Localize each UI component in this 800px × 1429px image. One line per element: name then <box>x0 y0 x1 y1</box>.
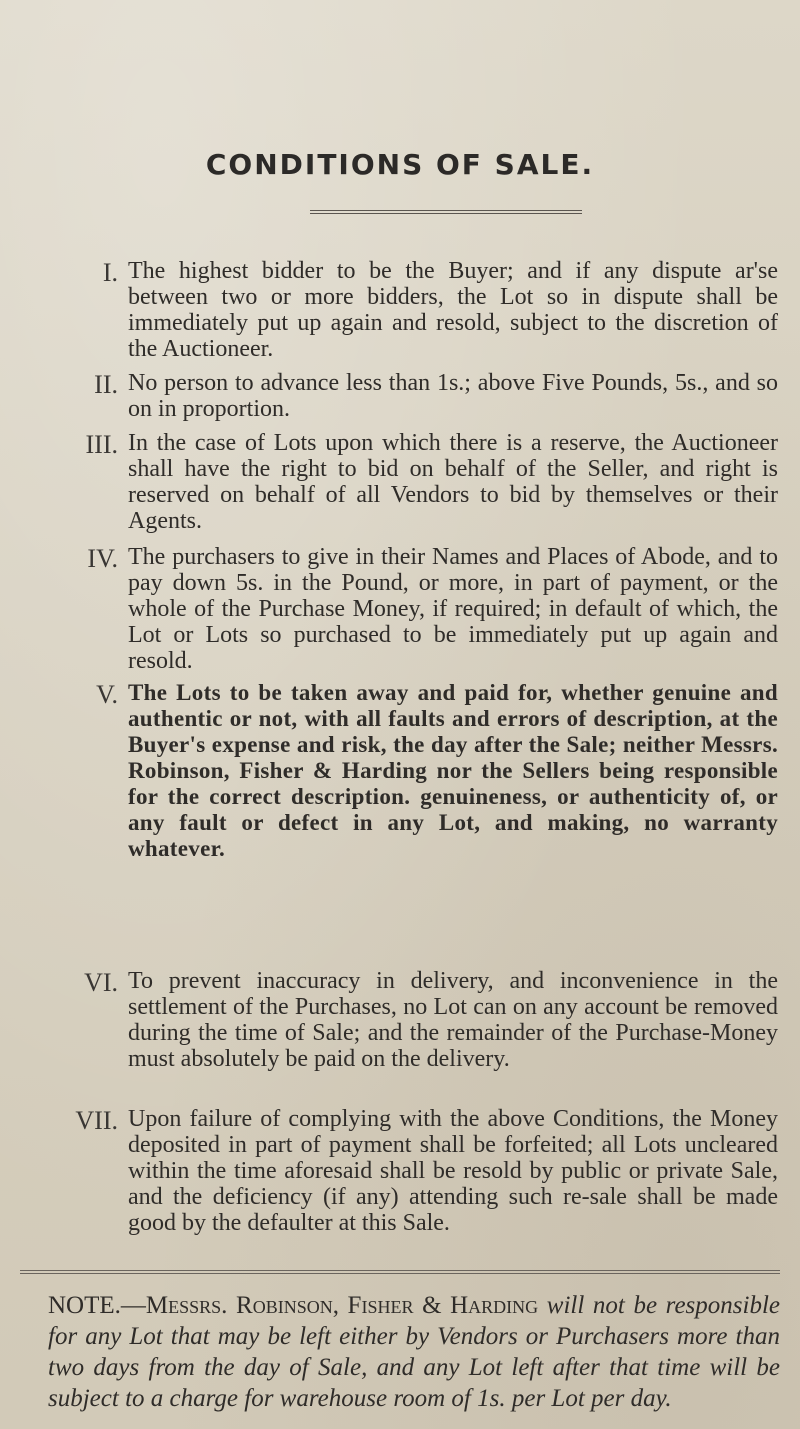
condition-text: The Lots to be taken away and paid for, whether genuine and authentic or not, with all faults and errors of description, at the Buyer's expense and risk, the day after the Sale; neither Messrs. Robinson, Fisher & Harding nor the Sellers being responsible for the correct description. genuineness, or authenticity of, or any fault or defect in any Lot, and making, no warranty whatever. <box>128 680 778 861</box>
footnote-lead: NOTE.— <box>48 1292 146 1319</box>
condition-text: Upon failure of complying with the above Conditions, the Money deposited in part of payment shall be forfeited; all Lots uncleared within the time aforesaid shall be resold by public or private Sale, and the deficiency (if any) attending such re-sale shall be made good by the defaulter at this Sale. <box>128 1106 778 1236</box>
condition-text: No person to advance less than 1s.; above Five Pounds, 5s., and so on in proportion. <box>128 370 778 422</box>
title-divider <box>310 210 582 214</box>
note-divider <box>20 1270 780 1274</box>
footnote-text: will not be responsible for any Lot that may be left either by Vendors or Purchasers more than two days from the day of Sale, and any Lot left after that time will be subject to a charge for warehouse room of 1s. per Lot per day. <box>48 1292 780 1412</box>
condition-text: To prevent inaccuracy in delivery, and inconvenience in the settlement of the Purchases, no Lot can on any account be removed during the time of Sale; and the remainder of the Purchase-Money must absolutely be paid on the delivery. <box>128 968 778 1072</box>
condition-numeral: III. <box>85 430 118 459</box>
condition-numeral: II. <box>94 370 118 399</box>
footnote-auctioneers: Messrs. Robinson, Fisher & Harding <box>145 1292 539 1319</box>
page-title: CONDITIONS OF SALE. <box>205 148 595 181</box>
condition-text: The purchasers to give in their Names and Places of Abode, and to pay down 5s. in the Pound, or more, in part of payment, or the whole of the Purchase Money, if required; in default of which, the Lot or Lots so purchased to be immediately put up again and resold. <box>128 544 778 674</box>
condition-numeral: VII. <box>75 1106 118 1135</box>
condition-numeral: I. <box>102 258 118 287</box>
condition-numeral: IV. <box>87 544 118 573</box>
footnote <box>48 1290 780 1414</box>
condition-text: In the case of Lots upon which there is a reserve, the Auctioneer shall have the right to bid on behalf of the Seller, and right is reserved on behalf of all Vendors to bid by themselves or their Agents. <box>128 430 778 534</box>
condition-text: The highest bidder to be the Buyer; and if any dispute ar'se between two or more bidders, the Lot so in dispute shall be immediately put up again and resold, subject to the discretion of the Auctioneer. <box>128 258 778 362</box>
condition-numeral: V. <box>96 680 118 709</box>
condition-numeral: VI. <box>84 968 118 997</box>
